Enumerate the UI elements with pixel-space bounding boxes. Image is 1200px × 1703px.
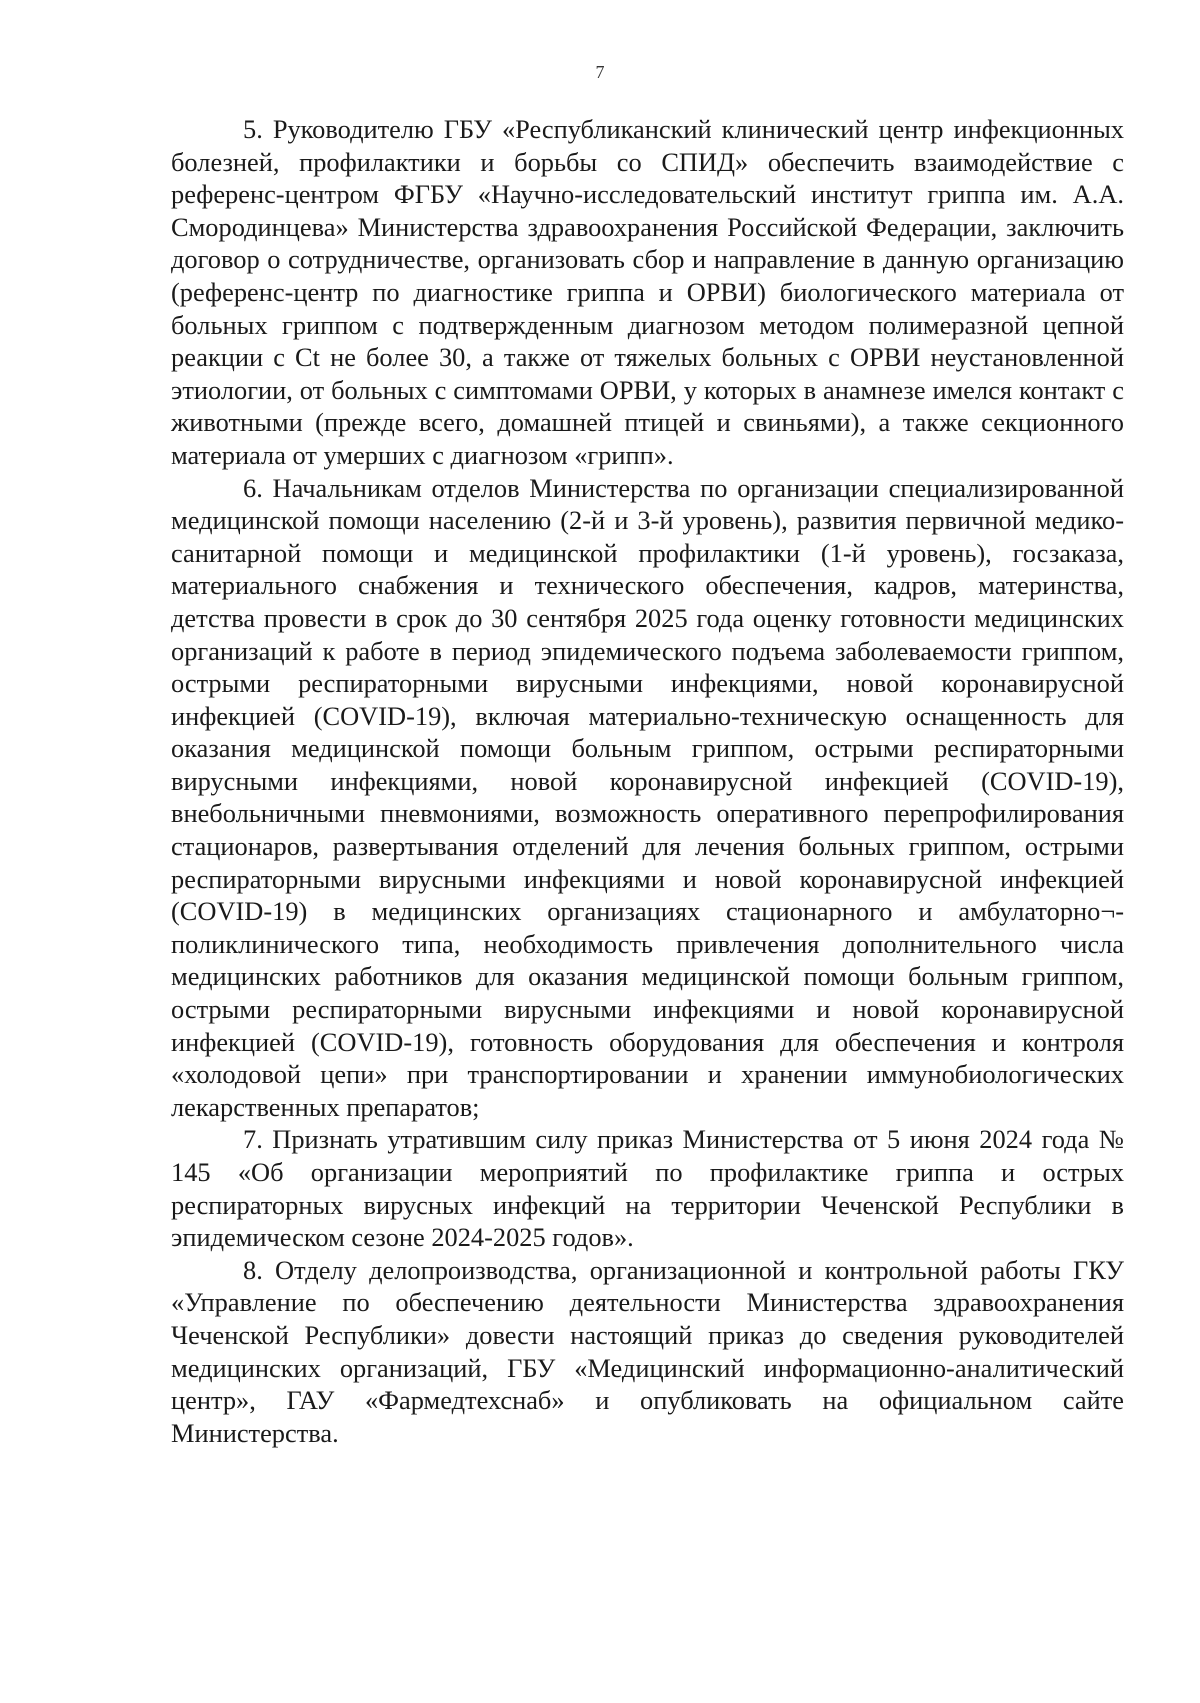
document-body: [171, 113, 1124, 1449]
page-number: 7: [595, 62, 605, 82]
paragraph-5: 5. Руководителю ГБУ «Республиканский клинический центр инфекционных болезней, профилактики и борьбы со СПИД» обеспечить взаимодействие с референс-центром ФГБУ «Научно-исследовательский институт гриппа им. А.А. Смородинцева» Министерства здравоохранения Российской Федерации, заключить договор о сотрудничестве, организовать сбор и направление в данную организацию (референс-центр по диагностике гриппа и ОРВИ) биологического материала от больных гриппом с подтвержденным диагнозом методом полимеразной цепной реакции с Ct не более 30, а также от тяжелых больных с ОРВИ неустановленной этиологии, от больных с симптомами ОРВИ, у которых в анамнезе имелся контакт с животными (прежде всего, домашней птицей и свиньями), а также секционного материала от умерших с диагнозом «грипп».: [171, 114, 1124, 470]
paragraph-8: 8. Отделу делопроизводства, организационной и контрольной работы ГКУ «Управление по обеспечению деятельности Министерства здравоохранения Чеченской Республики» довести настоящий приказ до сведения руководителей медицинских организаций, ГБУ «Медицинский информационно-аналитический центр», ГАУ «Фармедтехснаб» и опубликовать на официальном сайте Министерства.: [171, 1254, 1124, 1448]
paragraph-7: 7. Признать утратившим силу приказ Министерства от 5 июня 2024 года № 145 «Об организации мероприятий по профилактике гриппа и острых респираторных вирусных инфекций на территории Чеченской Республики в эпидемическом сезоне 2024-2025 годов».: [171, 1124, 1124, 1253]
paragraph-6: 6. Начальникам отделов Министерства по организации специализированной медицинской помощи населению (2-й и 3-й уровень), развития первичной медико-санитарной помощи и медицинской профилактики (1-й уровень), госзаказа, материального снабжения и технического обеспечения, кадров, материнства, детства провести в срок до 30 сентября 2025 года оценку готовности медицинских организаций к работе в период эпидемического подъема заболеваемости гриппом, острыми респираторными вирусными инфекциями, новой коронавирусной инфекцией (COVID-19), включая материально-техническую оснащенность для оказания медицинской помощи больным гриппом, острыми респираторными вирусными инфекциями, новой коронавирусной инфекцией (COVID-19), внебольничными пневмониями, возможность оперативного перепрофилирования стационаров, развертывания отделений для лечения больных гриппом, острыми респираторными вирусными инфекциями и новой коронавирусной инфекцией (COVID-19) в медицинских организациях стационарного и амбулаторно¬-поликлинического типа, необходимость привлечения дополнительного числа медицинских работников для оказания медицинской помощи больным гриппом, острыми респираторными вирусными инфекциями и новой коронавирусной инфекцией (COVID-19), готовность оборудования для обеспечения и контроля «холодовой цепи» при транспортировании и хранении иммунобиологических лекарственных препаратов;: [171, 472, 1124, 1122]
